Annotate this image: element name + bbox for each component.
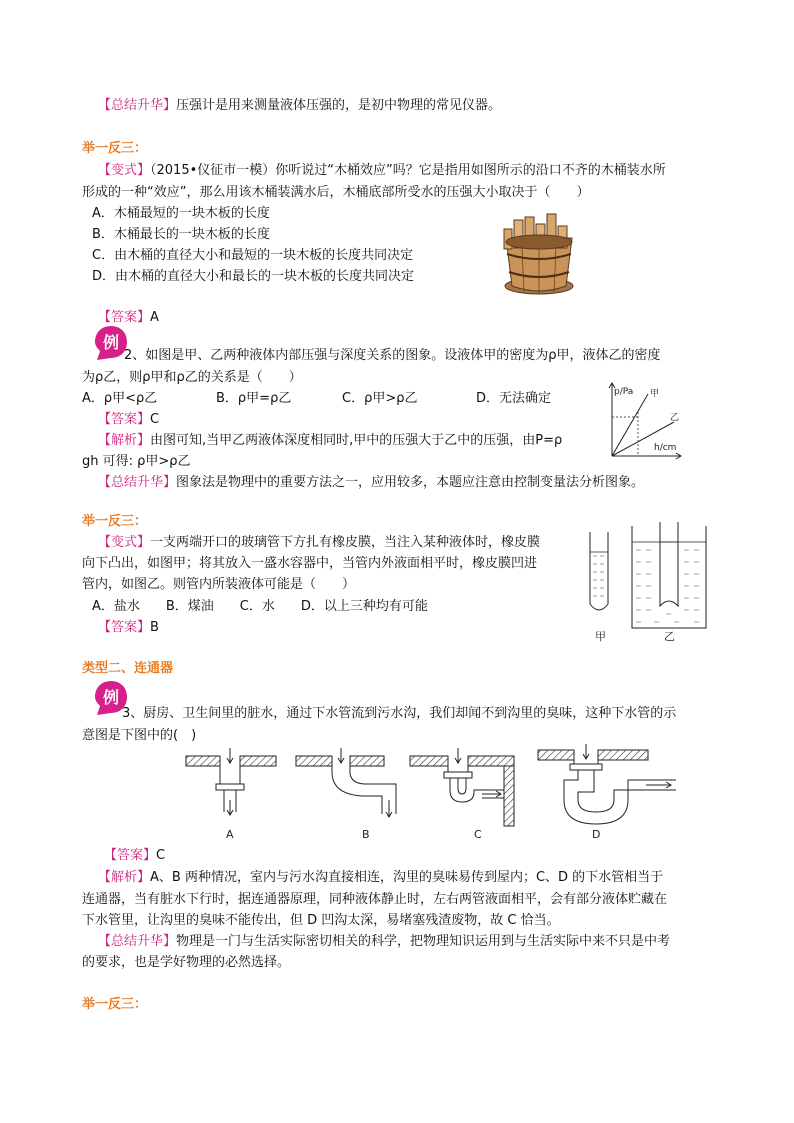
question-text: 为ρ乙，则ρ甲和ρ乙的关系是（ ） [82,370,302,385]
summary-paragraph [98,473,644,493]
answer-tag: 【答案】 [98,620,151,635]
type-heading: 类型二、连通器 [82,661,174,676]
analysis-text: 由图可知,当甲乙两液体深度相同时,甲中的压强大于乙中的压强，由P=ρ [150,433,563,448]
answer-value: A [150,310,159,325]
option-a: A．ρ甲<ρ乙 [82,391,158,406]
analysis-text: 下水管里，让沟里的臭味不能传出，但 D 凹沟太深，易堵塞残渣废物，故 C 恰当。 [82,913,560,928]
question-text: 3、厨房、卫生间里的脏水，通过下水管流到污水沟，我们却闻不到沟里的臭味，这种下水管的示 [122,706,677,721]
analysis-line [98,431,562,451]
option-d: D．由木桶的直径大小和最长的一块木板的长度共同决定 [92,269,415,284]
figure-a [186,748,276,841]
pressure-depth-graph [598,382,684,462]
line-jia-label: 甲 [650,389,660,399]
option-a: A．木桶最短的一块木板的长度 [92,206,270,221]
figure-yi-label: 乙 [664,630,675,643]
variant-question-line [98,533,540,553]
summary-text: 压强计是用来测量液体压强的，是初中物理的常见仪器。 [176,98,502,113]
question-text: 一支两端开口的玻璃管下方扎有橡皮膜，当注入某种液体时，橡皮膜 [150,535,541,550]
option-b: B．ρ甲=ρ乙 [216,391,292,406]
option-b: B．木桶最长的一块木板的长度 [92,227,270,242]
wooden-bucket-figure [494,214,584,296]
answer-line [98,410,159,430]
question-text: 形成的一种“效应”，那么用该木桶装满水后，木桶底部所受水的压强大小取决于（ ） [82,185,590,200]
variant-question-line [98,161,666,181]
example-label: 例 [102,688,120,707]
summary-text: 图象法是物理中的重要方法之一，应用较多，本题应注意由控制变量法分析图象。 [176,475,645,490]
section-heading: 举一反三： [82,997,148,1012]
option-c: C．由木桶的直径大小和最短的一块木板的长度共同决定 [92,248,414,263]
summary-tag: 【总结升华】 [98,934,177,949]
answer-value: B [150,620,159,635]
answer-value: C [150,412,160,427]
answer-line [104,846,165,866]
summary-text: 的要求，也是学好物理的必然选择。 [82,955,291,970]
options-line: A．盐水 B．煤油 C．水 D．以上三种均有可能 [92,599,428,614]
question-text: （2015•仪征市一模）你听说过“木桶效应”吗？它是指用如图所示的沿口不齐的木桶装水所 [150,163,666,178]
figure-d-label: D [592,828,601,841]
figure-jia-label: 甲 [595,630,606,643]
question-text: 向下凸出，如图甲；将其放入一盛水容器中，当管内外液面相平时，橡皮膜凹进 [82,556,538,571]
figure-d [538,744,676,841]
glass-tube-figure [584,522,710,642]
question-text: 意图是下图中的( ) [82,728,197,743]
question-text: 2、如图是甲、乙两种液体内部压强与深度关系的图象。设液体甲的密度为ρ甲，液体乙的密度 [124,348,661,363]
figure-b [296,748,396,841]
analysis-tag: 【解析】 [98,433,151,448]
summary-tag: 【总结升华】 [98,98,177,113]
summary-text: 物理是一门与生活实际密切相关的科学，把物理知识运用到与生活实际中来不只是中考 [176,934,671,949]
line-yi-label: 乙 [670,413,680,423]
answer-line [98,618,159,638]
graph-ylabel: p/Pa [614,387,634,397]
analysis-text: A、B 两种情况，室内与污水沟直接相连，沟里的臭味易传到屋内；C、D 的下水管相当于 [150,870,664,885]
summary-tag: 【总结升华】 [98,475,177,490]
line-jia [612,394,648,456]
option-d: D．无法确定 [476,391,552,406]
answer-tag: 【答案】 [98,412,151,427]
answer-tag: 【答案】 [98,310,151,325]
section-heading: 举一反三： [82,514,148,529]
question-text: 管内，如图乙。则管内所装液体可能是（ ） [82,577,356,592]
answer-tag: 【答案】 [104,848,157,863]
analysis-tag: 【解析】 [98,870,151,885]
variant-tag: 【变式】 [98,535,151,550]
analysis-text: gh 可得: ρ甲>ρ乙 [82,454,191,469]
summary-paragraph [98,96,501,116]
figure-a-label: A [226,828,234,841]
analysis-text: 连通器，当有脏水下行时，据连通器原理，同种液体静止时，左右两管液面相平，会有部分液体贮藏在 [82,892,668,907]
graph-xlabel: h/cm [654,443,677,453]
figure-b-label: B [362,828,370,841]
variant-tag: 【变式】 [98,163,151,178]
section-heading: 举一反三： [82,141,148,156]
drain-pipe-figures [186,744,686,844]
figure-c-label: C [474,828,482,841]
answer-value: C [156,848,166,863]
summary-paragraph [98,932,670,952]
example-label: 例 [102,333,120,352]
figure-c [410,748,514,841]
analysis-line [98,868,663,888]
option-c: C．ρ甲>ρ乙 [342,391,418,406]
